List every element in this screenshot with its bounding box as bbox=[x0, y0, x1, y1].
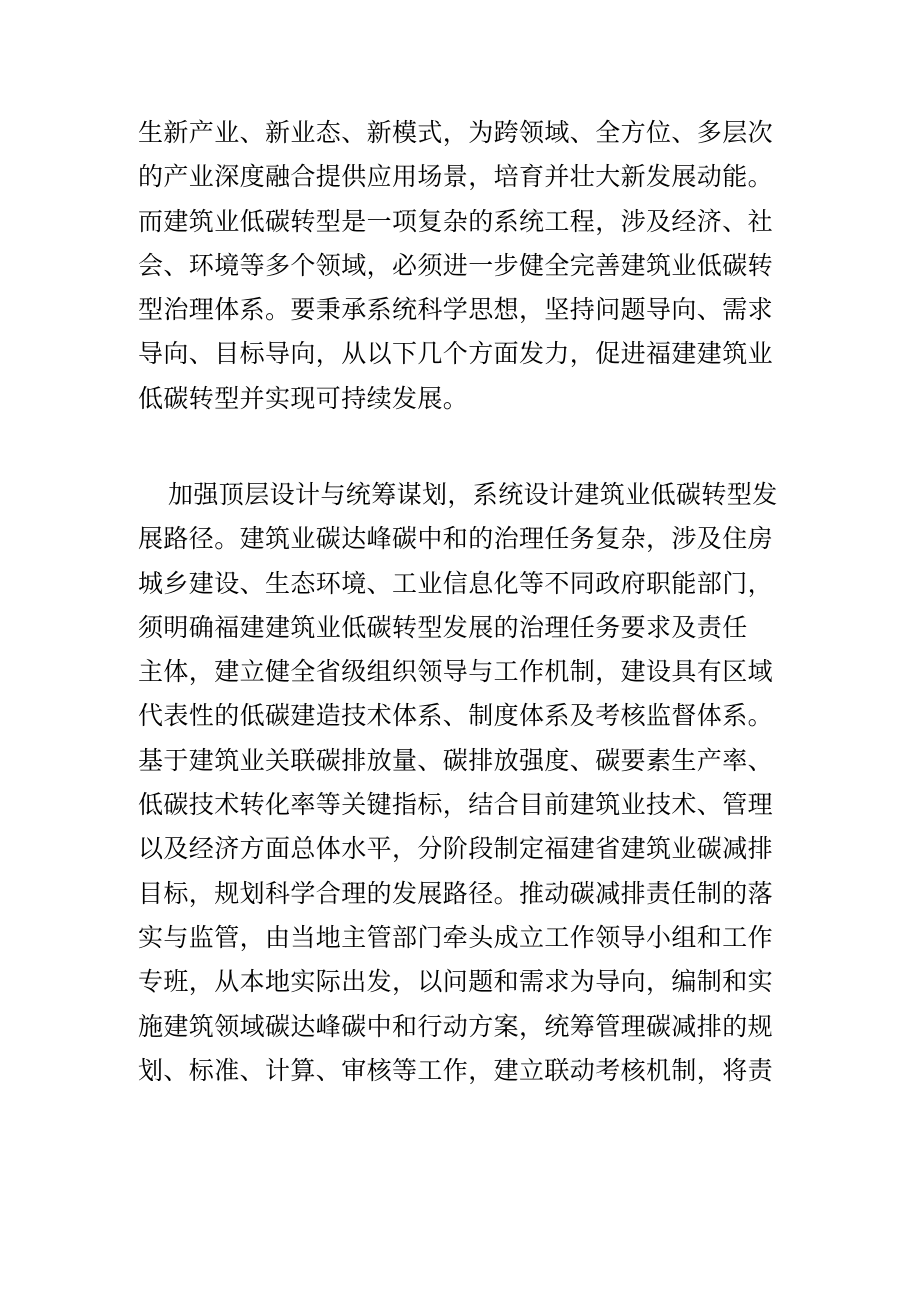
text-line: 会、环境等多个领域，必须进一步健全完善建筑业低碳转 bbox=[138, 250, 774, 280]
text-line: 实与监管，由当地主管部门牵头成立工作领导小组和工作 bbox=[138, 922, 774, 952]
text-line: 须明确福建建筑业低碳转型发展的治理任务要求及责任 bbox=[138, 612, 748, 642]
text-line: 施建筑领域碳达峰碳中和行动方案，统筹管理碳减排的规 bbox=[138, 1011, 774, 1041]
text-line: 型治理体系。要秉承系统科学思想，坚持问题导向、需求 bbox=[138, 295, 774, 325]
text-line: 的产业深度融合提供应用场景，培育并壮大新发展动能。 bbox=[138, 162, 774, 192]
text-line: 导向、目标导向，从以下几个方面发力，促进福建建筑业 bbox=[138, 339, 774, 369]
text-line: 低碳转型并实现可持续发展。 bbox=[138, 383, 469, 413]
paragraph-intro bbox=[138, 111, 790, 421]
text-line: 专班，从本地实际出发，以问题和需求为导向，编制和实 bbox=[138, 967, 774, 997]
text-line: 目标，规划科学合理的发展路径。推动碳减排责任制的落 bbox=[138, 878, 774, 908]
text-line: 基于建筑业关联碳排放量、碳排放强度、碳要素生产率、 bbox=[138, 745, 774, 775]
text-line: 城乡建设、生态环境、工业信息化等不同政府职能部门， bbox=[138, 568, 774, 598]
text-line: 主体，建立健全省级组织领导与工作机制，建设具有区域 bbox=[138, 657, 774, 687]
text-line: 而建筑业低碳转型是一项复杂的系统工程，涉及经济、社 bbox=[138, 206, 774, 236]
text-line: 以及经济方面总体水平，分阶段制定福建省建筑业碳减排 bbox=[138, 834, 774, 864]
text-line: 展路径。建筑业碳达峰碳中和的治理任务复杂，涉及住房 bbox=[138, 524, 774, 554]
text-line: 代表性的低碳建造技术体系、制度体系及考核监督体系。 bbox=[138, 701, 774, 731]
text-line: 生新产业、新业态、新模式，为跨领域、全方位、多层次 bbox=[138, 118, 774, 147]
text-line: 加强顶层设计与统筹谋划，系统设计建筑业低碳转型发 bbox=[168, 480, 778, 509]
text-line: 低碳技术转化率等关键指标，结合目前建筑业技术、管理 bbox=[138, 790, 774, 820]
text-line: 划、标准、计算、审核等工作，建立联动考核机制，将责 bbox=[138, 1055, 774, 1085]
paragraph-top-level-design bbox=[138, 473, 790, 1093]
